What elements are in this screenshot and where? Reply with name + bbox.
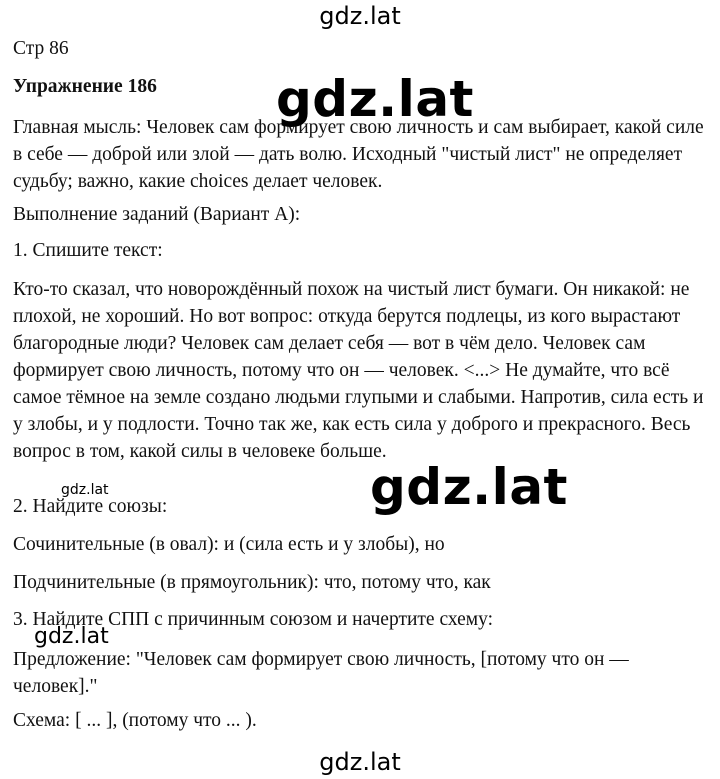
exercise-title: Упражнение 186 [13,76,157,97]
copied-text-paragraph: Кто-то сказал, что новорождённый похож на чистый лист бумаги. Он никакой: не плохой, не хороший. Но вот вопрос: откуда берутся подлецы, из кого вырастают благородные люди? Человек сам делает себя — вот в чём дело. Человек сам формирует свою личность, потому что он — человек. <...> Не думайте, что всё самое тёмное на земле создано людьми глупыми и слабыми. Напротив, сила есть и у злобы, и у подлости. Точно так же, как есть сила у доброго и прекрасного. Весь вопрос в том, какой силы в человеке больше. [13,279,704,462]
task-1-label: 1. Спишите текст: [13,240,163,261]
sentence-example: Предложение: "Человек сам формирует свою личность, [потому что он — человек]." [13,649,629,697]
subordinating-conjunctions: Подчинительные (в прямоугольник): что, потому что, как [13,572,491,593]
main-idea-paragraph: Главная мысль: Человек сам формирует свою личность и сам выбирает, какой силе в себе — доброй или злой — дать волю. Исходный "чистый лист" не определяет судьбу; важно, какие choices делает человек. [13,117,704,192]
watermark-large-1: gdz.lat [276,70,474,128]
sentence-scheme: Схема: [ ... ], (потому что ... ). [13,710,257,731]
coordinating-conjunctions: Сочинительные (в овал): и (сила есть и у злобы), но [13,534,445,555]
tasks-heading: Выполнение заданий (Вариант А): [13,204,301,225]
watermark-bottom: gdz.lat [319,748,401,776]
task-2-label: 2. Найдите союзы: [13,496,168,517]
watermark-small-2: gdz.lat [34,624,109,649]
task-3-label: 3. Найдите СПП с причинным союзом и начертите схему: [13,609,494,630]
watermark-small-1: gdz.lat [61,482,109,498]
page-number: Стр 86 [13,38,69,59]
watermark-large-2: gdz.lat [370,458,568,516]
watermark-top: gdz.lat [319,2,401,30]
